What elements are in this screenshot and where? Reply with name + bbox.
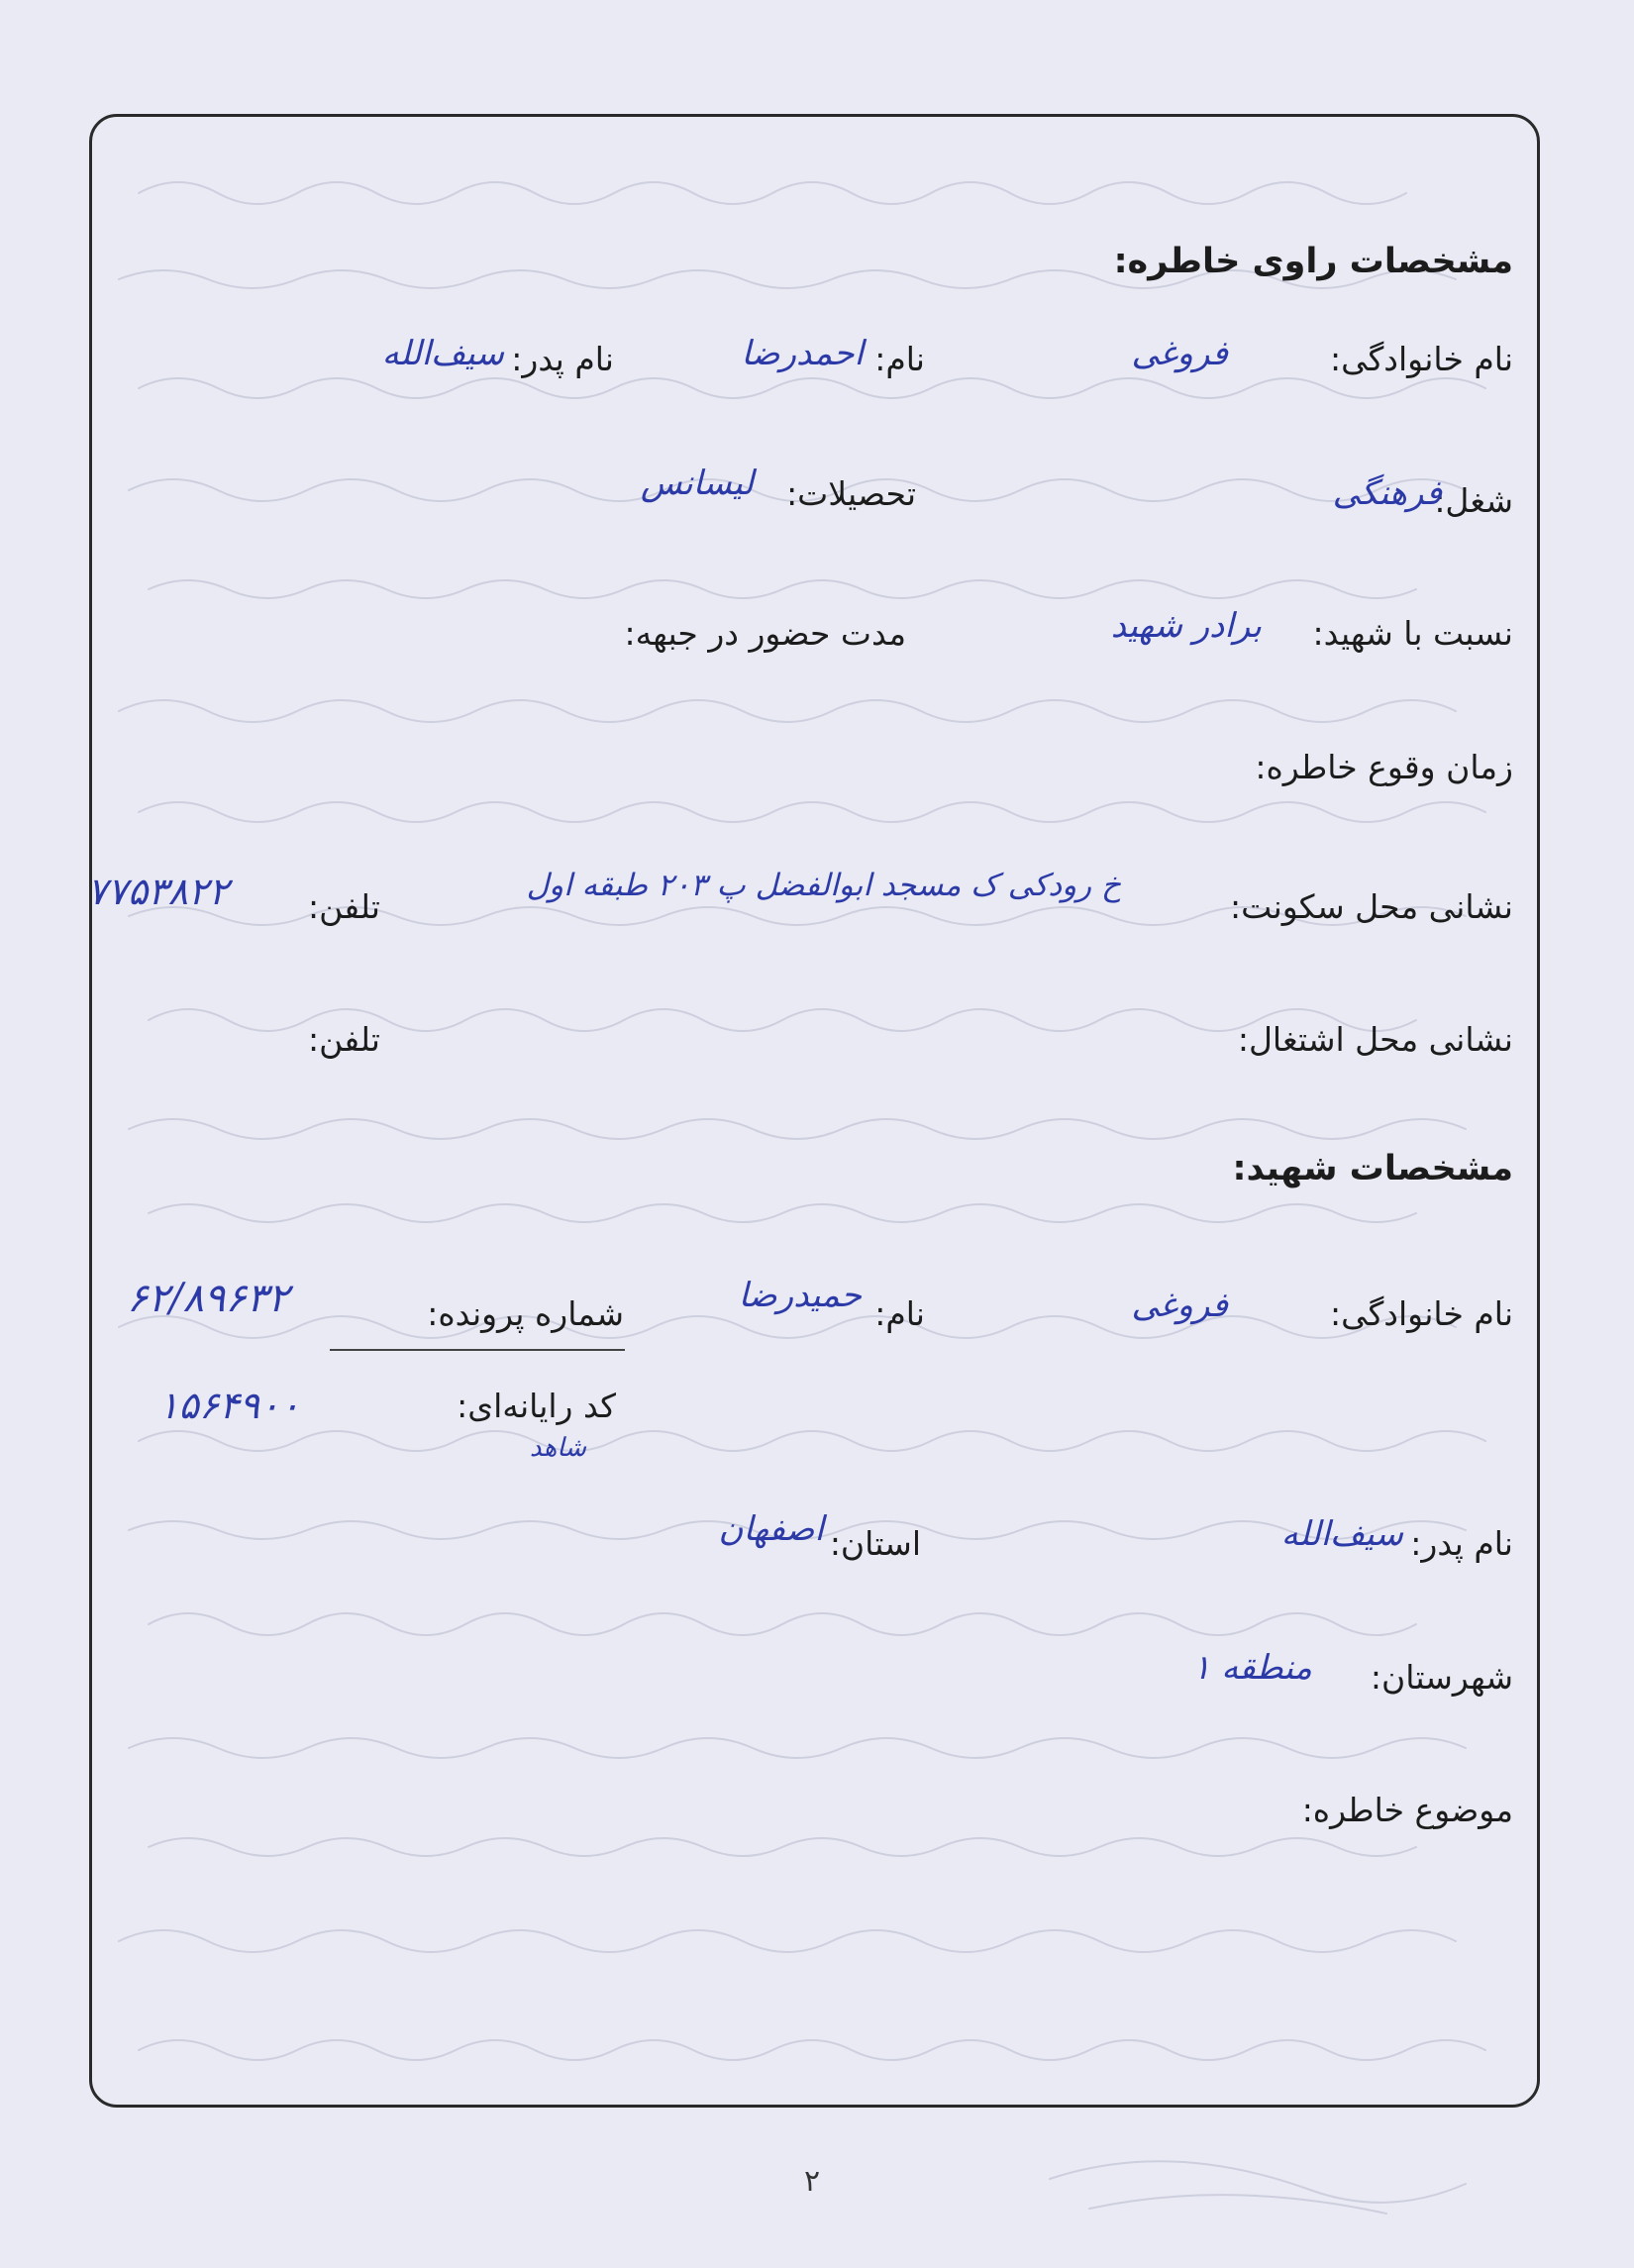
narrator-family-label: نام خانوادگی: bbox=[1329, 340, 1513, 378]
narrator-work-address-label: نشانی محل اشتغال: bbox=[1237, 1020, 1513, 1059]
narrator-name-value: احمدرضا bbox=[741, 334, 864, 373]
narrator-home-address-label: نشانی محل سکونت: bbox=[1230, 887, 1513, 926]
narrator-relation-value: برادر شهید bbox=[1110, 606, 1262, 646]
martyr-name-label: نام: bbox=[874, 1294, 925, 1333]
martyr-topic-label: موضوع خاطره: bbox=[1301, 1791, 1513, 1829]
narrator-family-value: فروغی bbox=[1131, 334, 1228, 373]
martyr-computer-code-value: ۱۵۶۴۹۰۰ bbox=[158, 1384, 300, 1427]
narrator-job-label: شغل: bbox=[1434, 481, 1513, 520]
martyr-computer-code-note: شاهد bbox=[529, 1433, 586, 1463]
martyr-province-label: استان: bbox=[829, 1524, 921, 1563]
martyr-family-label: نام خانوادگی: bbox=[1329, 1294, 1513, 1333]
martyr-file-number-value: ۶۲/۸۹۶۳۲ bbox=[127, 1276, 289, 1321]
martyr-city-label: شهرستان: bbox=[1370, 1658, 1513, 1697]
narrator-father-value: سیف‌الله bbox=[381, 334, 504, 373]
martyr-father-value: سیف‌الله bbox=[1280, 1514, 1403, 1554]
narrator-education-label: تحصیلات: bbox=[786, 474, 916, 513]
martyr-file-number-label: شماره پرونده: bbox=[427, 1294, 624, 1333]
file-number-underline bbox=[330, 1349, 625, 1351]
narrator-name-label: نام: bbox=[874, 340, 925, 378]
narrator-duration-label: مدت حضور در جبهه: bbox=[624, 614, 906, 653]
narrator-home-phone-value: ۷۷۵۳۸۲۲ bbox=[87, 870, 229, 913]
martyr-computer-code-label: کد رایانه‌ای: bbox=[457, 1387, 616, 1425]
narrator-education-value: لیسانس bbox=[640, 464, 754, 503]
narrator-work-phone-label: تلفن: bbox=[307, 1020, 380, 1059]
page-number: ۲ bbox=[804, 2164, 821, 2199]
narrator-father-label: نام پدر: bbox=[511, 340, 614, 378]
martyr-heading: مشخصات شهید: bbox=[1232, 1149, 1513, 1188]
narrator-home-phone-label: تلفن: bbox=[307, 887, 380, 926]
martyr-city-value: منطقه ۱ bbox=[1192, 1648, 1312, 1688]
narrator-event-time-label: زمان وقوع خاطره: bbox=[1255, 748, 1513, 786]
martyr-province-value: اصفهان bbox=[718, 1509, 824, 1549]
narrator-heading: مشخصات راوی خاطره: bbox=[1113, 242, 1513, 281]
narrator-home-address-value: خ رودکی ک مسجد ابوالفضل پ ۲۰۳ طبقه اول bbox=[526, 868, 1121, 903]
narrator-job-value: فرهنگی bbox=[1332, 473, 1442, 513]
martyr-name-value: حمیدرضا bbox=[738, 1276, 862, 1315]
narrator-relation-label: نسبت با شهید: bbox=[1312, 614, 1513, 653]
martyr-family-value: فروغی bbox=[1131, 1286, 1228, 1325]
martyr-father-label: نام پدر: bbox=[1410, 1524, 1513, 1563]
